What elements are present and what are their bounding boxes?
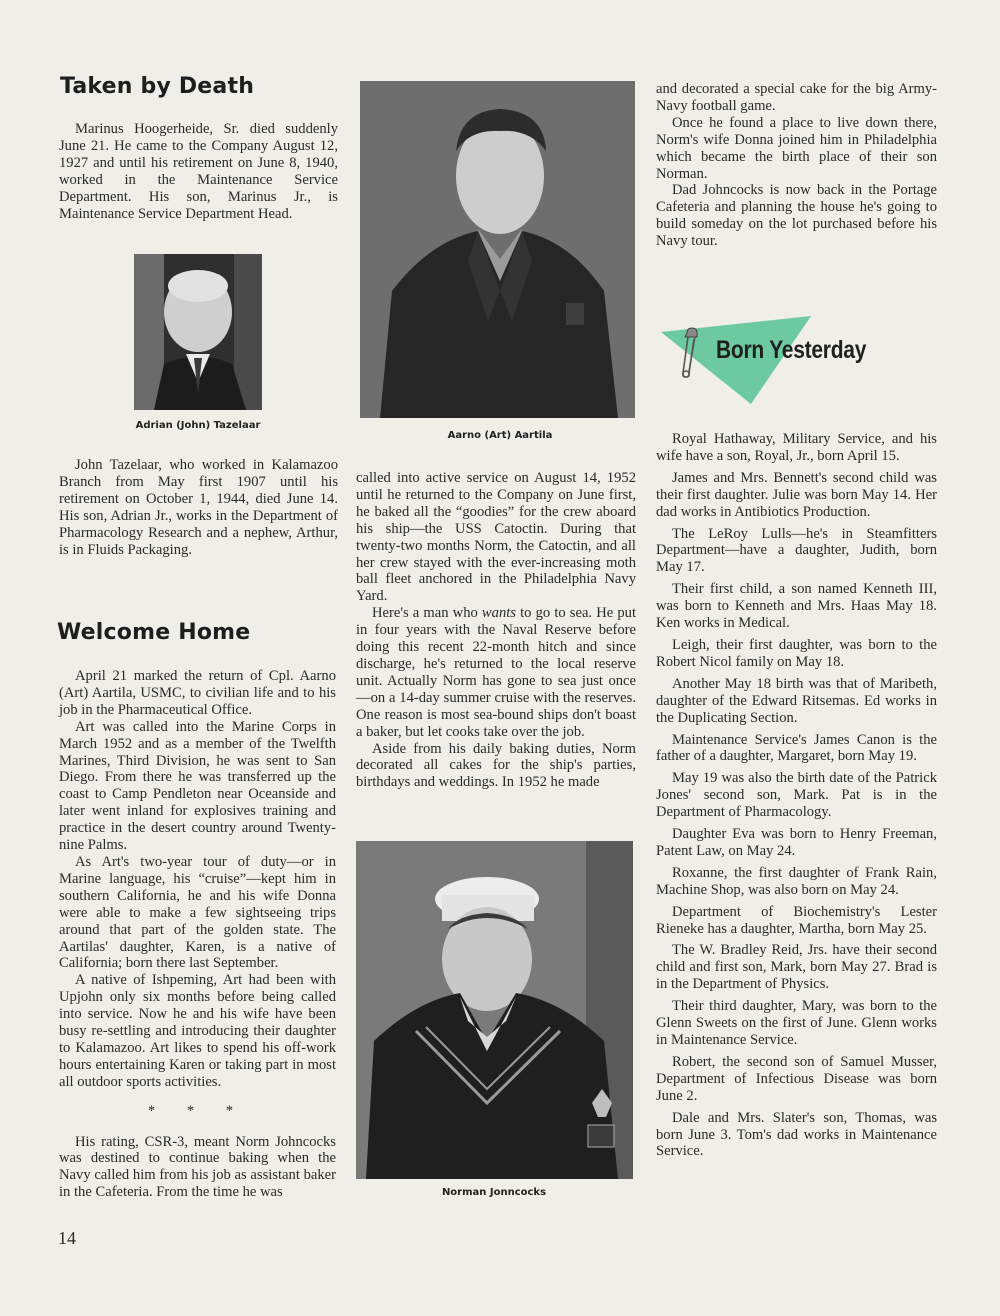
born-yesterday-heading: Born Yesterday xyxy=(716,336,867,364)
welcome-para-8: Aside from his daily baking duties, Norm decorated all cakes for the ship's parties, birthdays and weddings. In 1952 he made xyxy=(356,740,636,791)
caption-tazelaar: Adrian (John) Tazelaar xyxy=(135,420,261,431)
welcome-home-text-col1 xyxy=(59,668,336,1201)
taken-by-death-text-2 xyxy=(59,457,338,558)
welcome-para-3: As Art's two-year tour of duty—or in Marine language, his “cruise”—kept him in southern California, he and his wife Donna were able to make a few sightseeing trips around that part of the golden state. The Aartilas' daughter, Karen, is a native of California; born there last September. xyxy=(59,853,336,972)
taken-by-death-text-1 xyxy=(59,121,338,222)
obituary-tazelaar: John Tazelaar, who worked in Kalamazoo Branch from May first 1907 until his retirement on October 1, 1944, died June 14. His son, Adrian Jr., works in the Department of Pharmacology Research and a nephew, Arthur, is in Fluids Packaging. xyxy=(59,457,338,558)
birth-announcement-5: Leigh, their first daughter, was born to the Robert Nicol family on May 18. xyxy=(656,636,937,670)
welcome-para-4: A native of Ishpeming, Art had been with Upjohn only six months before being called into service. Now he and his wife have been busy re-settling and introducing their daughter to Kalamazoo. Art likes to spend his off-work hours entertaining Karen or taking part in most all outdoor sports activities. xyxy=(59,972,336,1090)
portrait-photo-aartila xyxy=(360,81,635,418)
welcome-para-9: and decorated a special cake for the big Army-Navy football game. xyxy=(656,81,937,114)
welcome-para-6: called into active service on August 14, 1952 until he returned to the Company on June first, he baked all the “goodies” for the crew aboard his ship—the USS Catoctin. During that twenty-two months Norm, the Catoctin, and all her crew stayed with the ever-increasing moth ball fleet anchored in the Philadelphia Navy Yard. xyxy=(356,470,636,605)
welcome-para-11: Dad Johncocks is now back in the Portage Cafeteria and planning the house he's going to build someday on the lot purchased before his Navy tour. xyxy=(656,182,937,250)
birth-announcement-14: Robert, the second son of Samuel Musser, Department of Infectious Disease was born June 2. xyxy=(656,1053,937,1104)
page-number: 14 xyxy=(58,1228,76,1248)
portrait-jonncocks-image xyxy=(356,841,633,1179)
birth-announcement-2: James and Mrs. Bennett's second child was their first daughter. Julie was born May 14. Her dad works in Antibiotics Production. xyxy=(656,469,937,520)
born-yesterday-list xyxy=(656,431,937,1160)
birth-announcement-7: Maintenance Service's James Canon is the father of a daughter, Margaret, born May 19. xyxy=(656,731,937,765)
birth-announcement-1: Royal Hathaway, Military Service, and his wife have a son, Royal, Jr., born April 15. xyxy=(656,431,937,464)
welcome-para-7 xyxy=(356,605,636,740)
welcome-para-7-emphasis: wants xyxy=(481,605,516,622)
welcome-para-2: Art was called into the Marine Corps in March 1952 and as a member of the Twelfth Marines, Third Division, he was sent to San Diego. From there he was transferred up the coast to Camp Pendleton near Oceanside and later went inland for explosives training and practice in the desert country around Twenty-nine Palms. xyxy=(59,718,336,854)
obituary-hoogerheide: Marinus Hoogerheide, Sr. died suddenly June 21. He came to the Company August 12, 1927 and until his retirement on June 8, 1940, worked in the Maintenance Service Department. His son, Marinus Jr., is Maintenance Service Department Head. xyxy=(59,121,338,222)
welcome-para-7-end: to go to sea. He put in four years with the Naval Reserve before doing this recent 22-month hitch and since discharge, he's returned to the local reserve unit. Actually Norm has gone to sea just once—on a 14-day summer cruise with the reserves. One reason is most sea-bound ships don't boast a baker, but let cooks take over the job. xyxy=(356,605,636,740)
welcome-para-5: His rating, CSR-3, meant Norm Johncocks was destined to continue baking when the Navy called him from his job as assistant baker in the Cafeteria. From the time he was xyxy=(59,1133,336,1201)
birth-announcement-9: Daughter Eva was born to Henry Freeman, Patent Law, on May 24. xyxy=(656,826,937,859)
birth-announcement-12: The W. Bradley Reid, Jrs. have their second child and first son, Mark, born May 27. Brad is in the Department of Physics. xyxy=(656,942,937,993)
portrait-photo-jonncocks xyxy=(356,841,633,1179)
portrait-aartila-image xyxy=(360,81,635,418)
welcome-para-7-start: Here's a man who xyxy=(372,605,482,622)
birth-announcement-3: The LeRoy Lulls—he's in Steamfitters Department—have a daughter, Judith, born May 17. xyxy=(656,525,937,576)
caption-aartila: Aarno (Art) Aartila xyxy=(447,430,553,441)
birth-announcement-4: Their first child, a son named Kenneth III, was born to Kenneth and Mrs. Haas May 18. Ken works in Medical. xyxy=(656,581,937,632)
safety-pin-icon xyxy=(677,327,707,379)
taken-by-death-heading: Taken by Death xyxy=(60,74,255,99)
section-separator: * * * xyxy=(147,1102,248,1119)
birth-announcement-8: May 19 was also the birth date of the Patrick Jones' second son, Mark. Pat is in the Department of Pharmacology. xyxy=(656,770,937,821)
portrait-tazelaar-image xyxy=(134,254,262,410)
birth-announcement-6: Another May 18 birth was that of Maribeth, daughter of the Edward Ritsemas. Ed works in the Duplicating Section. xyxy=(656,675,937,726)
welcome-home-text-col2 xyxy=(356,470,636,791)
welcome-para-1: April 21 marked the return of Cpl. Aarno (Art) Aartila, USMC, to civilian life and to his job in the Pharmaceutical Office. xyxy=(59,668,336,718)
birth-announcement-11: Department of Biochemistry's Lester Rieneke has a daughter, Martha, born May 25. xyxy=(656,903,937,937)
portrait-photo-tazelaar xyxy=(134,254,262,410)
caption-jonncocks: Norman Jonncocks xyxy=(441,1187,547,1198)
birth-announcement-10: Roxanne, the first daughter of Frank Rain, Machine Shop, was also born on May 24. xyxy=(656,864,937,898)
welcome-para-10: Once he found a place to live down there, Norm's wife Donna joined him in Philadelphia which became the birth place of their son Norman. xyxy=(656,114,937,182)
birth-announcement-15: Dale and Mrs. Slater's son, Thomas, was born June 3. Tom's dad works in Maintenance Service. xyxy=(656,1109,937,1160)
welcome-home-text-col3 xyxy=(656,81,937,250)
welcome-home-heading: Welcome Home xyxy=(57,620,251,645)
birth-announcement-13: Their third daughter, Mary, was born to the Glenn Sweets on the first of June. Glenn works in Maintenance Service. xyxy=(656,998,937,1048)
